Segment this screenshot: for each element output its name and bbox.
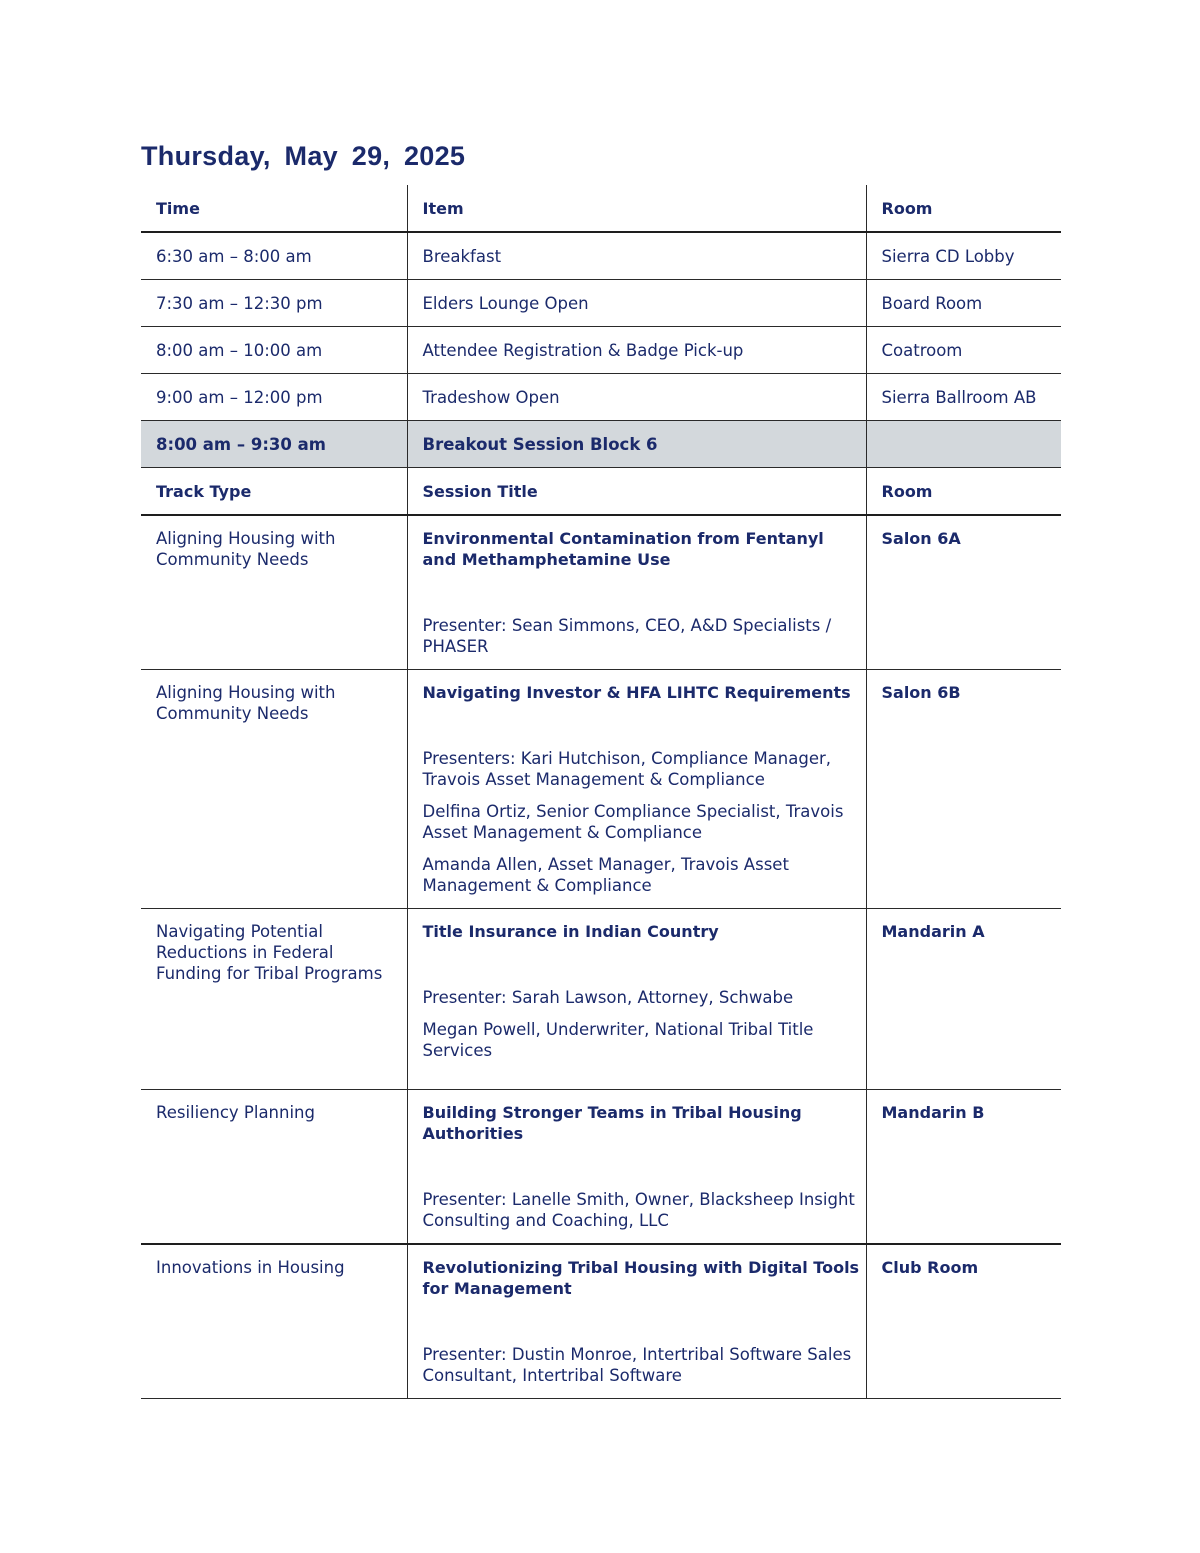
presenter-list [423,987,860,1061]
session-row [141,670,1061,909]
session-room: Salon 6B [866,670,1061,909]
session-header-row [141,468,1061,516]
session-title: Building Stronger Teams in Tribal Housing Authorities [422,1103,802,1143]
agenda-item: Tradeshow Open [407,374,866,421]
session-details [407,515,866,670]
presenter: Amanda Allen, Asset Manager, Travois Asset Management & Compliance [422,855,789,895]
session-details [407,1090,866,1245]
session-room: Mandarin A [866,909,1061,1090]
session-title: Environmental Contamination from Fentanyl and Methamphetamine Use [422,529,824,569]
table-header-row [141,185,1061,232]
session-room: Salon 6A [866,515,1061,670]
session-title: Title Insurance in Indian Country [422,922,719,941]
session-row [141,909,1061,1090]
header-item: Item [407,185,866,232]
session-track: Aligning Housing with Community Needs [141,515,407,670]
header-session-title: Session Title [407,468,866,516]
session-details [407,670,866,909]
session-title: Revolutionizing Tribal Housing with Digital Tools for Management [422,1258,860,1298]
presenter: Presenter: Lanelle Smith, Owner, Blacksheep Insight Consulting and Coaching, LLC [422,1190,855,1230]
agenda-time: 9:00 am – 12:00 pm [141,374,407,421]
agenda-row [141,327,1061,374]
breakout-time: 8:00 am – 9:30 am [141,421,407,468]
agenda-item: Attendee Registration & Badge Pick-up [407,327,866,374]
page-title: Thursday, May 29, 2025 [141,141,466,171]
presenter-list [423,615,860,657]
session-track: Resiliency Planning [141,1090,407,1245]
presenter: Presenter: Sarah Lawson, Attorney, Schwabe [422,988,794,1007]
agenda-room: Sierra Ballroom AB [866,374,1061,421]
session-room: Mandarin B [866,1090,1061,1245]
agenda-row [141,374,1061,421]
session-track: Navigating Potential Reductions in Federal Funding for Tribal Programs [141,909,407,1090]
session-details [407,909,866,1090]
session-room: Club Room [866,1244,1061,1399]
agenda-room: Sierra CD Lobby [866,232,1061,280]
presenter: Presenter: Sean Simmons, CEO, A&D Specialists / PHASER [422,616,832,656]
agenda-time: 8:00 am – 10:00 am [141,327,407,374]
agenda-row [141,280,1061,327]
presenter-list [423,748,860,896]
header-room: Room [866,185,1061,232]
agenda-room: Coatroom [866,327,1061,374]
header-time: Time [141,185,407,232]
agenda-row [141,232,1061,280]
header-track-type: Track Type [141,468,407,516]
schedule-table [141,185,1061,1399]
presenter-list [423,1344,860,1386]
presenter: Presenters: Kari Hutchison, Compliance Manager, Travois Asset Management & Compliance [422,749,832,789]
presenter: Delfina Ortiz, Senior Compliance Specialist, Travois Asset Management & Compliance [422,802,844,842]
agenda-item: Elders Lounge Open [407,280,866,327]
session-details [407,1244,866,1399]
agenda-time: 6:30 am – 8:00 am [141,232,407,280]
session-track: Aligning Housing with Community Needs [141,670,407,909]
session-row [141,1090,1061,1245]
presenter-list [423,1189,860,1231]
session-track: Innovations in Housing [141,1244,407,1399]
presenter: Megan Powell, Underwriter, National Tribal Title Services [422,1020,814,1060]
breakout-room [866,421,1061,468]
session-title: Navigating Investor & HFA LIHTC Requirements [422,683,851,702]
breakout-block-row [141,421,1061,468]
breakout-item: Breakout Session Block 6 [407,421,866,468]
session-row [141,515,1061,670]
presenter: Presenter: Dustin Monroe, Intertribal Software Sales Consultant, Intertribal Software [422,1345,852,1385]
session-row [141,1244,1061,1399]
agenda-item: Breakfast [407,232,866,280]
header-session-room: Room [866,468,1061,516]
agenda-room: Board Room [866,280,1061,327]
agenda-time: 7:30 am – 12:30 pm [141,280,407,327]
